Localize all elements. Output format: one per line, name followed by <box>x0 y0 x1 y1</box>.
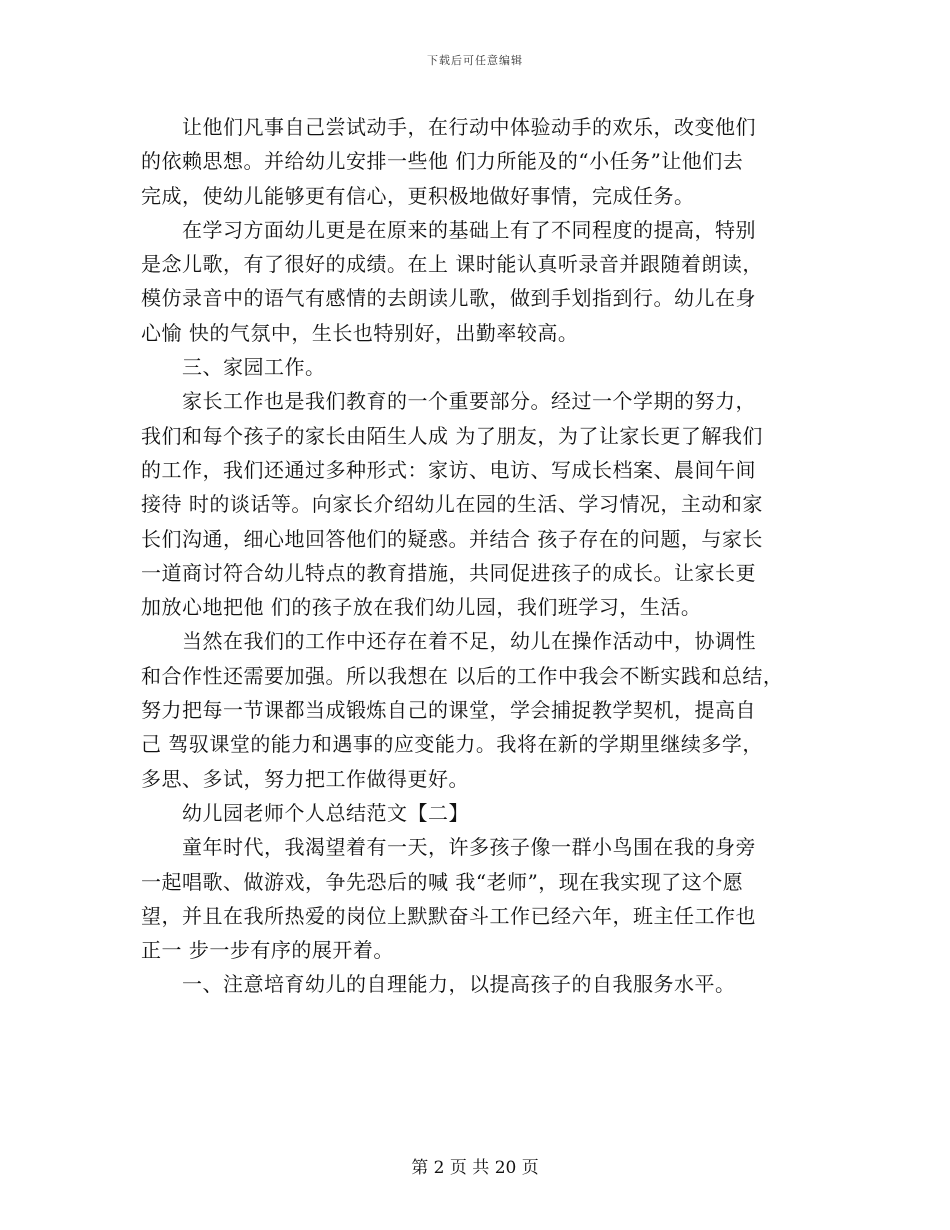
text-line: 是念儿歌，有了很好的成绩。在上 课时能认真听录音并跟随着朗读， <box>141 252 763 277</box>
text-line: 当然在我们的工作中还存在着不足，幼儿在操作活动中，协调性 <box>141 629 756 654</box>
text-line: 一起唱歌、做游戏，争先恐后的喊 我“老师”，现在我实现了这个愿 <box>141 869 744 894</box>
text-line: 童年时代，我渴望着有一天，许多孩子像一群小鸟围在我的身旁 <box>141 835 756 860</box>
text-line: 一、注意培育幼儿的自理能力，以提高孩子的自我服务水平。 <box>141 972 736 997</box>
text-line: 和合作性还需要加强。所以我想在 以后的工作中我会不断实践和总结， <box>141 663 784 688</box>
text-line: 三、家园工作。 <box>141 355 326 380</box>
text-line: 幼儿园老师个人总结范文【二】 <box>141 800 469 825</box>
text-line: 心愉 快的气氛中，生长也特别好，出勤率较高。 <box>141 320 579 345</box>
text-line: 的工作，我们还通过多种形式：家访、电访、写成长档案、晨间午间 <box>141 457 756 482</box>
text-line: 接待 时的谈话等。向家长介绍幼儿在园的生活、学习情况，主动和家 <box>141 492 763 517</box>
text-line: 己 驾驭课堂的能力和遇事的应变能力。我将在新的学期里继续多学， <box>141 732 763 757</box>
text-line: 一道商讨符合幼儿特点的教育措施，共同促进孩子的成长。让家长更 <box>141 560 756 585</box>
text-line: 模仿录音中的语气有感情的去朗读儿歌，做到手划指到行。幼儿在身 <box>141 286 756 311</box>
text-line: 家长工作也是我们教育的一个重要部分。经过一个学期的努力， <box>141 389 756 414</box>
text-line: 正一 步一步有序的展开着。 <box>141 938 394 963</box>
text-line: 在学习方面幼儿更是在原来的基础上有了不同程度的提高，特别 <box>141 217 756 242</box>
text-line: 加放心地把他 们的孩子放在我们幼儿园，我们班学习，生活。 <box>141 595 702 620</box>
text-line: 长们沟通，细心地回答他们的疑惑。并结合 孩子存在的问题，与家长 <box>141 526 763 551</box>
page-header-note: 下载后可任意编辑 <box>427 54 523 67</box>
text-line: 多思、多试，努力把工作做得更好。 <box>141 766 469 791</box>
text-line: 让他们凡事自己尝试动手，在行动中体验动手的欢乐，改变他们 <box>141 115 756 139</box>
document-body <box>141 110 821 1002</box>
text-line: 完成，使幼儿能够更有信心，更积极地做好事情，完成任务。 <box>141 183 695 208</box>
text-line: 望，并且在我所热爱的岗位上默默奋斗工作已经六年，班主任工作也 <box>141 903 756 928</box>
text-line: 我们和每个孩子的家长由陌生人成 为了朋友，为了让家长更了解我们 <box>141 423 763 448</box>
text-line: 努力把每一节课都当成锻炼自己的课堂，学会捕捉教学契机，提高自 <box>141 698 756 723</box>
text-line: 的依赖思想。并给幼儿安排一些他 们力所能及的“小任务”让他们去 <box>141 149 744 174</box>
page-footer: 第 2 页 共 20 页 <box>411 1158 539 1178</box>
